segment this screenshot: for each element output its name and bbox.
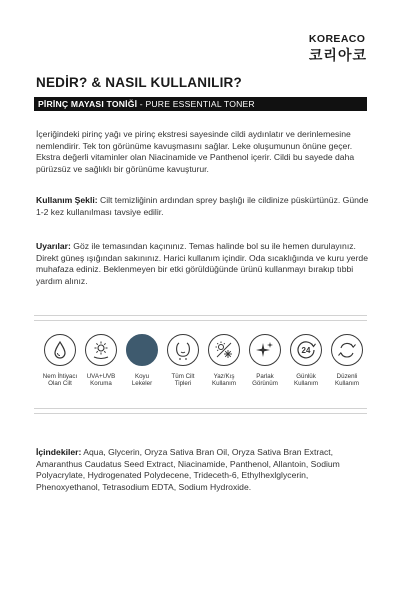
brand-name-en: KOREACO (308, 33, 366, 45)
warnings-paragraph (36, 241, 371, 287)
banner-separator: - (137, 99, 146, 109)
sun-snow-icon (208, 334, 240, 366)
usage-label: Kullanım Şekli: (36, 195, 98, 205)
sun-shield-icon (85, 334, 117, 366)
usage-paragraph (36, 195, 371, 218)
feature-dark-spots (122, 334, 162, 387)
ingredients-label: İçindekiler: (36, 447, 82, 457)
product-banner (34, 97, 367, 111)
24h-icon (290, 334, 322, 366)
warnings-label: Uyarılar: (36, 241, 71, 251)
face-icon (167, 334, 199, 366)
ingredients-text: Aqua, Glycerin, Oryza Sativa Bran Oil, Oryza Sativa Bran Extract, Amaranthus Caudatus Seed Extract, Niacinamide, Panthenol, Allantoin, Sodium Polyacrylate, Hydrogenated Polydecene, Trideceth-6, Ethylhexlglycerin, Phenoxyethanol, Tetrasodium EDTA, Sodium Hydroxide. (36, 447, 340, 492)
feature-all-skin-types (163, 334, 203, 387)
top-divider (34, 315, 367, 321)
sparkle-icon (249, 334, 281, 366)
description-paragraph: İçeriğindeki pirinç yağı ve pirinç ekstresi sayesinde cildi aydınlatır ve derinlemesine nemlendirir. Tek ton görünüme kavuşmasını sağlar. Leke oluşumunun önüne geçer. Ekstra değerli vitaminler olan Niacinamide ve Panthenol içerir. Cildi bu sayede daha pürüzsüz ve sağlıklı bir görünüme kavuşturur. (36, 129, 355, 174)
feature-uv-protection (81, 334, 121, 387)
ingredients-paragraph (36, 447, 371, 493)
brand-name-ko: 코리아코 (308, 46, 367, 63)
cycle-icon (331, 334, 363, 366)
product-name: PİRİNÇ MAYASI TONİĞİ (38, 99, 138, 109)
page-title: NEDİR? & NASIL KULLANILIR? (36, 75, 242, 90)
feature-label: Parlak Görünüm (252, 373, 278, 387)
feature-summer-winter (204, 334, 244, 387)
product-subtitle: PURE ESSENTIAL TONER (145, 99, 255, 109)
feature-label: Günlük Kullanım (293, 373, 319, 387)
feature-label: Nem İhtiyacı Olan Cilt (42, 373, 78, 387)
feature-icons (40, 334, 370, 404)
feature-regular-use (327, 334, 367, 387)
water-drop-icon (44, 334, 76, 366)
bottom-divider (34, 408, 367, 414)
brand-logo (309, 34, 367, 62)
feature-label: Düzenli Kullanım (334, 373, 360, 387)
usage-text: Cilt temizliğinin ardından sprey başlığı ile cildinize püskürtünüz. Günde 1-2 kez kullanılması tavsiye edilir. (36, 195, 369, 217)
dark-spots-icon (126, 334, 158, 366)
svg-text:24: 24 (301, 346, 311, 355)
feature-radiance (245, 334, 285, 387)
feature-label: Yaz/Kış Kullanım (211, 373, 237, 387)
feature-label: UVA+UVB Koruma (86, 373, 116, 387)
feature-label: Tüm Cilt Tipleri (171, 373, 195, 387)
warnings-text: Göz ile temasından kaçınınız. Temas halinde bol su ile hemen durulayınız. Direkt güneş ışığından sakınınız. Harici kullanım içindir. Oda sıcaklığında ve kuru yerde muhafaza ediniz. Beklenmeyen bir etki görüldüğünde ürünü kullanmayı bırakıp tıbbi yardım alınız. (36, 241, 368, 286)
feature-daily-use (286, 334, 326, 387)
feature-moisture (40, 334, 80, 387)
feature-label: Koyu Lekeler (131, 373, 153, 387)
